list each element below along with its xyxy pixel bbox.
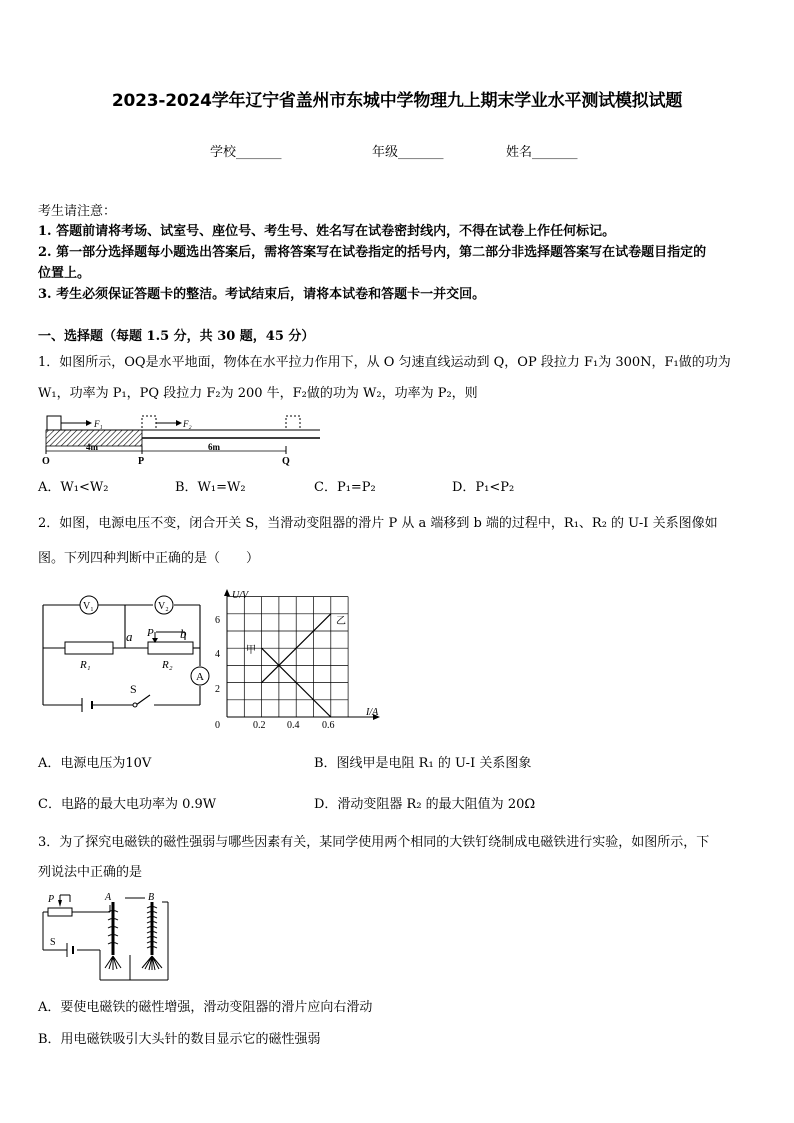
rheostat	[48, 908, 72, 916]
q1-stem: W₁，功率为 P₁，PQ 段拉力 F₂为 200 牛，F₂做的功为 W₂，功率为 P₂，则	[38, 386, 478, 401]
pins-a-icon	[105, 956, 121, 970]
y-axis-label: U/V	[232, 590, 249, 601]
label-f1: F₁	[94, 419, 103, 429]
notice-item: 位置上。	[38, 266, 91, 281]
x-tick-label: 0.4	[287, 720, 300, 730]
q3-figure	[40, 890, 175, 985]
notice-item: 3. 考生必须保证答题卡的整洁。考试结束后，请将本试卷和答题卡一并交回。	[38, 287, 486, 302]
point-p: P	[138, 456, 145, 467]
q2-graph	[210, 585, 390, 730]
notice-item: 1. 答题前请将考场、试室号、座位号、考生号、姓名写在试卷密封线内，不得在试卷上作任何标记。	[38, 224, 616, 239]
r2-label: R₂	[162, 659, 173, 671]
x-tick-label: 0.6	[322, 720, 335, 730]
x-tick-label: 0.2	[253, 720, 266, 730]
q2-option-a[interactable]: A．电源电压为10V	[38, 756, 152, 771]
q1-figure	[40, 410, 325, 468]
q3-stem: 列说法中正确的是	[38, 865, 143, 880]
q1-option-b[interactable]: B．W₁=W₂	[175, 480, 246, 495]
slider-arrow-icon	[58, 900, 62, 907]
point-o: O	[42, 456, 50, 467]
switch-label: S	[50, 937, 56, 948]
switch-contact	[133, 703, 137, 707]
q1-option-a[interactable]: A．W₁<W₂	[38, 480, 109, 495]
rheostat-r2	[148, 642, 193, 654]
q2-circuit	[38, 592, 210, 720]
section-heading: 一、选择题（每题 1.5 分，共 30 题，45 分）	[38, 329, 315, 344]
q3-option-a[interactable]: A．要使电磁铁的磁性增强，滑动变阻器的滑片应向右滑动	[38, 1000, 373, 1015]
page-title: 2023-2024学年辽宁省盖州市东城中学物理九上期末学业水平测试模拟试题	[111, 91, 683, 111]
q1-option-d[interactable]: D．P₁<P₂	[452, 480, 515, 495]
r1-label: R₁	[80, 659, 91, 671]
point-q: Q	[282, 456, 290, 467]
y-axis-arrow-icon	[224, 589, 230, 596]
q2-stem: 图。下列四种判断中正确的是（ ）	[38, 551, 260, 566]
label-f2: F₂	[183, 419, 192, 429]
arrow-head-icon	[86, 420, 92, 426]
block-q	[286, 416, 300, 430]
terminal-b-label: b	[180, 626, 187, 641]
q1-stem: 1．如图所示，OQ是水平地面，物体在水平拉力作用下，从 O 匀速直线运动到 Q，OP 段拉力 F₁为 300N，F₁做的功为	[38, 355, 731, 370]
ammeter-label: A	[196, 671, 204, 683]
q3-option-b[interactable]: B．用电磁铁吸引大头针的数目显示它的磁性强弱	[38, 1032, 321, 1047]
q2-option-d[interactable]: D．滑动变阻器 R₂ 的最大阻值为 20Ω	[314, 797, 536, 812]
y-tick-label: 2	[215, 684, 220, 695]
block-o	[47, 416, 61, 430]
origin-label: 0	[215, 720, 220, 730]
v1-label: V₁	[83, 601, 94, 612]
distance-op: 4m	[86, 442, 98, 452]
y-tick-label: 6	[215, 615, 220, 626]
q2-option-c[interactable]: C．电路的最大电功率为 0.9W	[38, 797, 217, 812]
series-yi-label: 乙	[336, 616, 346, 627]
label-a: A	[105, 892, 112, 903]
q3-stem: 3．为了探究电磁铁的磁性强弱与哪些因素有关，某同学使用两个相同的大铁钉绕制成电磁铁进行实验，如图所示，下	[38, 835, 710, 850]
resistor-r1	[65, 642, 113, 654]
series-jia-label: 甲	[246, 645, 256, 656]
notice-item: 2. 第一部分选择题每小题选出答案后，需将答案写在试卷指定的括号内，第二部分非选择题答案写在试卷题目指定的	[38, 245, 707, 260]
slider-p-label: P	[48, 894, 55, 905]
block-p	[142, 416, 156, 430]
terminal-a-label: a	[126, 629, 133, 644]
label-b: B	[148, 892, 155, 903]
x-axis-label: I/A	[366, 707, 379, 718]
q1-option-c[interactable]: C．P₁=P₂	[314, 480, 376, 495]
v2-label: V₂	[158, 601, 169, 612]
q2-stem: 2．如图，电源电压不变，闭合开关 S，当滑动变阻器的滑片 P 从 a 端移到 b 端的过程中，R₁、R₂ 的 U-I 关系图像如	[38, 516, 718, 531]
grade-field[interactable]: 年级_______	[372, 145, 444, 160]
distance-pq: 6m	[208, 442, 220, 452]
arrow-head-icon	[176, 420, 182, 426]
pins-b-icon	[142, 956, 162, 970]
switch-label: S	[130, 682, 137, 696]
slider-p-label: P	[147, 627, 154, 639]
name-field[interactable]: 姓名_______	[506, 145, 578, 160]
y-tick-label: 4	[215, 649, 220, 660]
notice-heading: 考生请注意：	[38, 204, 117, 219]
school-field[interactable]: 学校_______	[210, 145, 282, 160]
q2-option-b[interactable]: B．图线甲是电阻 R₁ 的 U-I 关系图象	[314, 756, 532, 771]
